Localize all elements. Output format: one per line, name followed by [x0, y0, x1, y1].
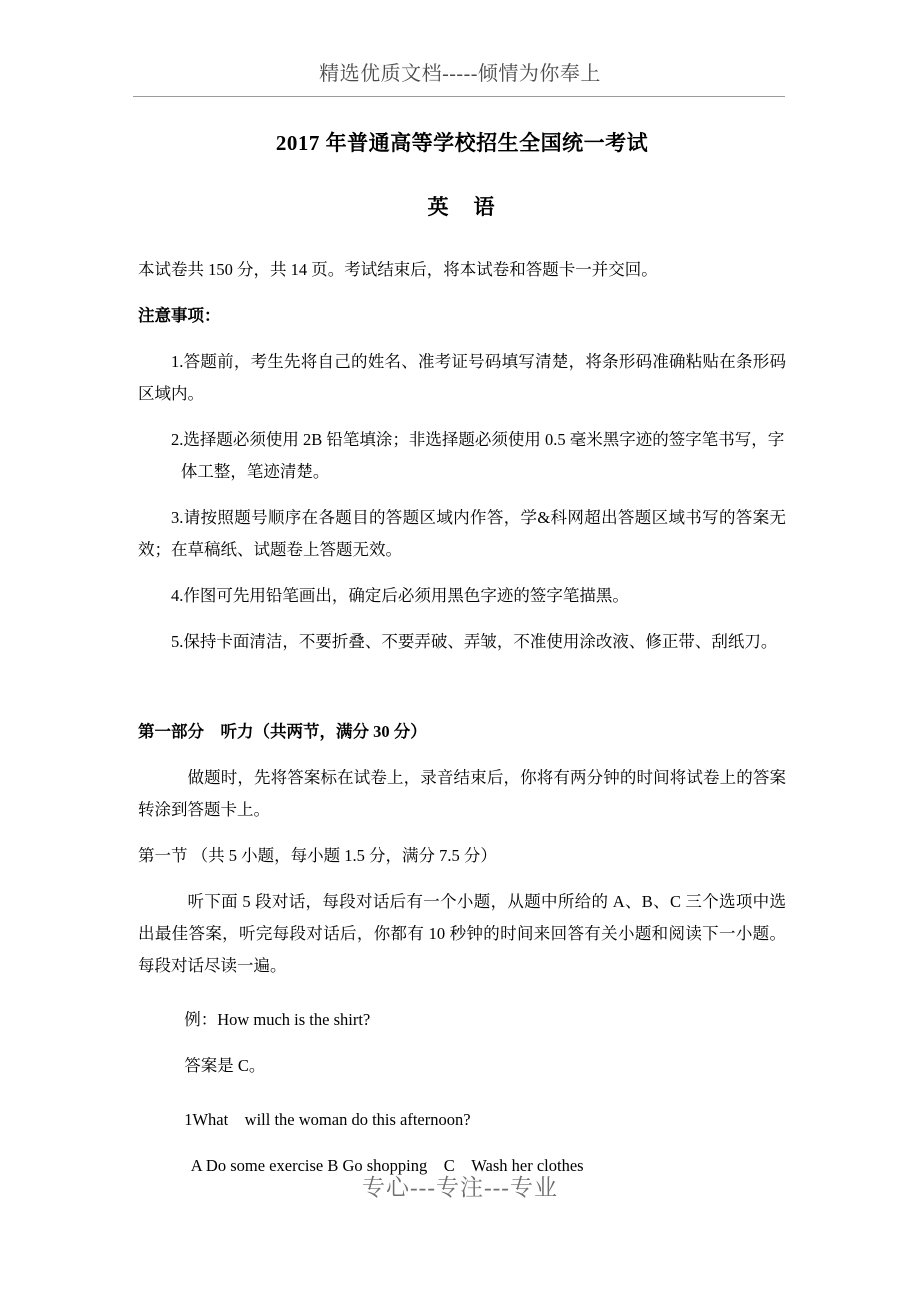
spacer	[138, 1036, 786, 1050]
spacer	[138, 748, 786, 762]
spacer	[138, 1136, 786, 1150]
spacer	[138, 488, 786, 502]
notice-item-2: 2.选择题必须使用 2B 铅笔填涂；非选择题必须使用 0.5 毫米黑字迹的签字笔书写，字	[171, 430, 785, 449]
spacer	[138, 410, 786, 424]
header-divider	[133, 96, 785, 97]
spacer	[138, 1082, 786, 1104]
spacer	[138, 566, 786, 580]
part-one-instruction: 做题时，先将答案标在试卷上，录音结束后，你将有两分钟的时间将试卷上的答案转涂到答题卡上。	[138, 768, 786, 819]
section-one-heading: 第一节 （共 5 小题，每小题 1.5 分，满分 7.5 分）	[138, 846, 497, 865]
notice-item-4: 4.作图可先用铅笔画出，确定后必须用黑色字迹的签字笔描黑。	[171, 586, 629, 605]
notice-item-2-continued: 体工整，笔迹清楚。	[180, 462, 330, 481]
spacer	[138, 612, 786, 626]
question-1-options: A Do some exercise B Go shopping C Wash her clothes	[190, 1156, 584, 1175]
notice-item-3: 3.请按照题号顺序在各题目的答题区域内作答，学&科网超出答题区域书写的答案无效；在草稿纸、试题卷上答题无效。	[138, 508, 786, 559]
notice-item-1: 1.答题前，考生先将自己的姓名、准考证号码填写清楚，将条形码准确粘贴在条形码区域内。	[138, 352, 786, 403]
document-content	[138, 118, 786, 1182]
spacer	[138, 872, 786, 886]
exam-intro-text: 本试卷共 150 分，共 14 页。考试结束后，将本试卷和答题卡一并交回。	[138, 260, 658, 279]
spacer	[138, 286, 786, 300]
part-one-heading: 第一部分 听力（共两节，满分 30 分）	[138, 722, 427, 741]
watermark-header: 精选优质文档-----倾情为你奉上	[319, 63, 601, 85]
example-answer: 答案是 C。	[184, 1056, 266, 1075]
page-title: 2017 年普通高等学校招生全国统一考试	[275, 131, 649, 155]
subject-title: 英 语	[427, 195, 497, 219]
question-1-stem: 1What will the woman do this afternoon?	[184, 1110, 471, 1129]
spacer	[138, 224, 786, 254]
section-one-instruction: 听下面 5 段对话，每段对话后有一个小题，从题中所给的 A、B、C 三个选项中选出最佳答案，听完每段对话后，你都有 10 秒钟的时间来回答有关小题和阅读下一小题。每段对话尽读一遍。	[138, 892, 786, 975]
watermark-footer: 专心---专注---专业	[362, 1175, 558, 1200]
notice-item-5: 5.保持卡面清洁，不要折叠、不要弄破、弄皱，不准使用涂改液、修正带、刮纸刀。	[171, 632, 778, 651]
spacer	[138, 826, 786, 840]
example-question: 例：How much is the shirt?	[184, 1010, 371, 1029]
spacer	[138, 332, 786, 346]
notice-heading: 注意事项：	[138, 306, 221, 325]
spacer	[138, 658, 786, 716]
spacer	[138, 982, 786, 1004]
